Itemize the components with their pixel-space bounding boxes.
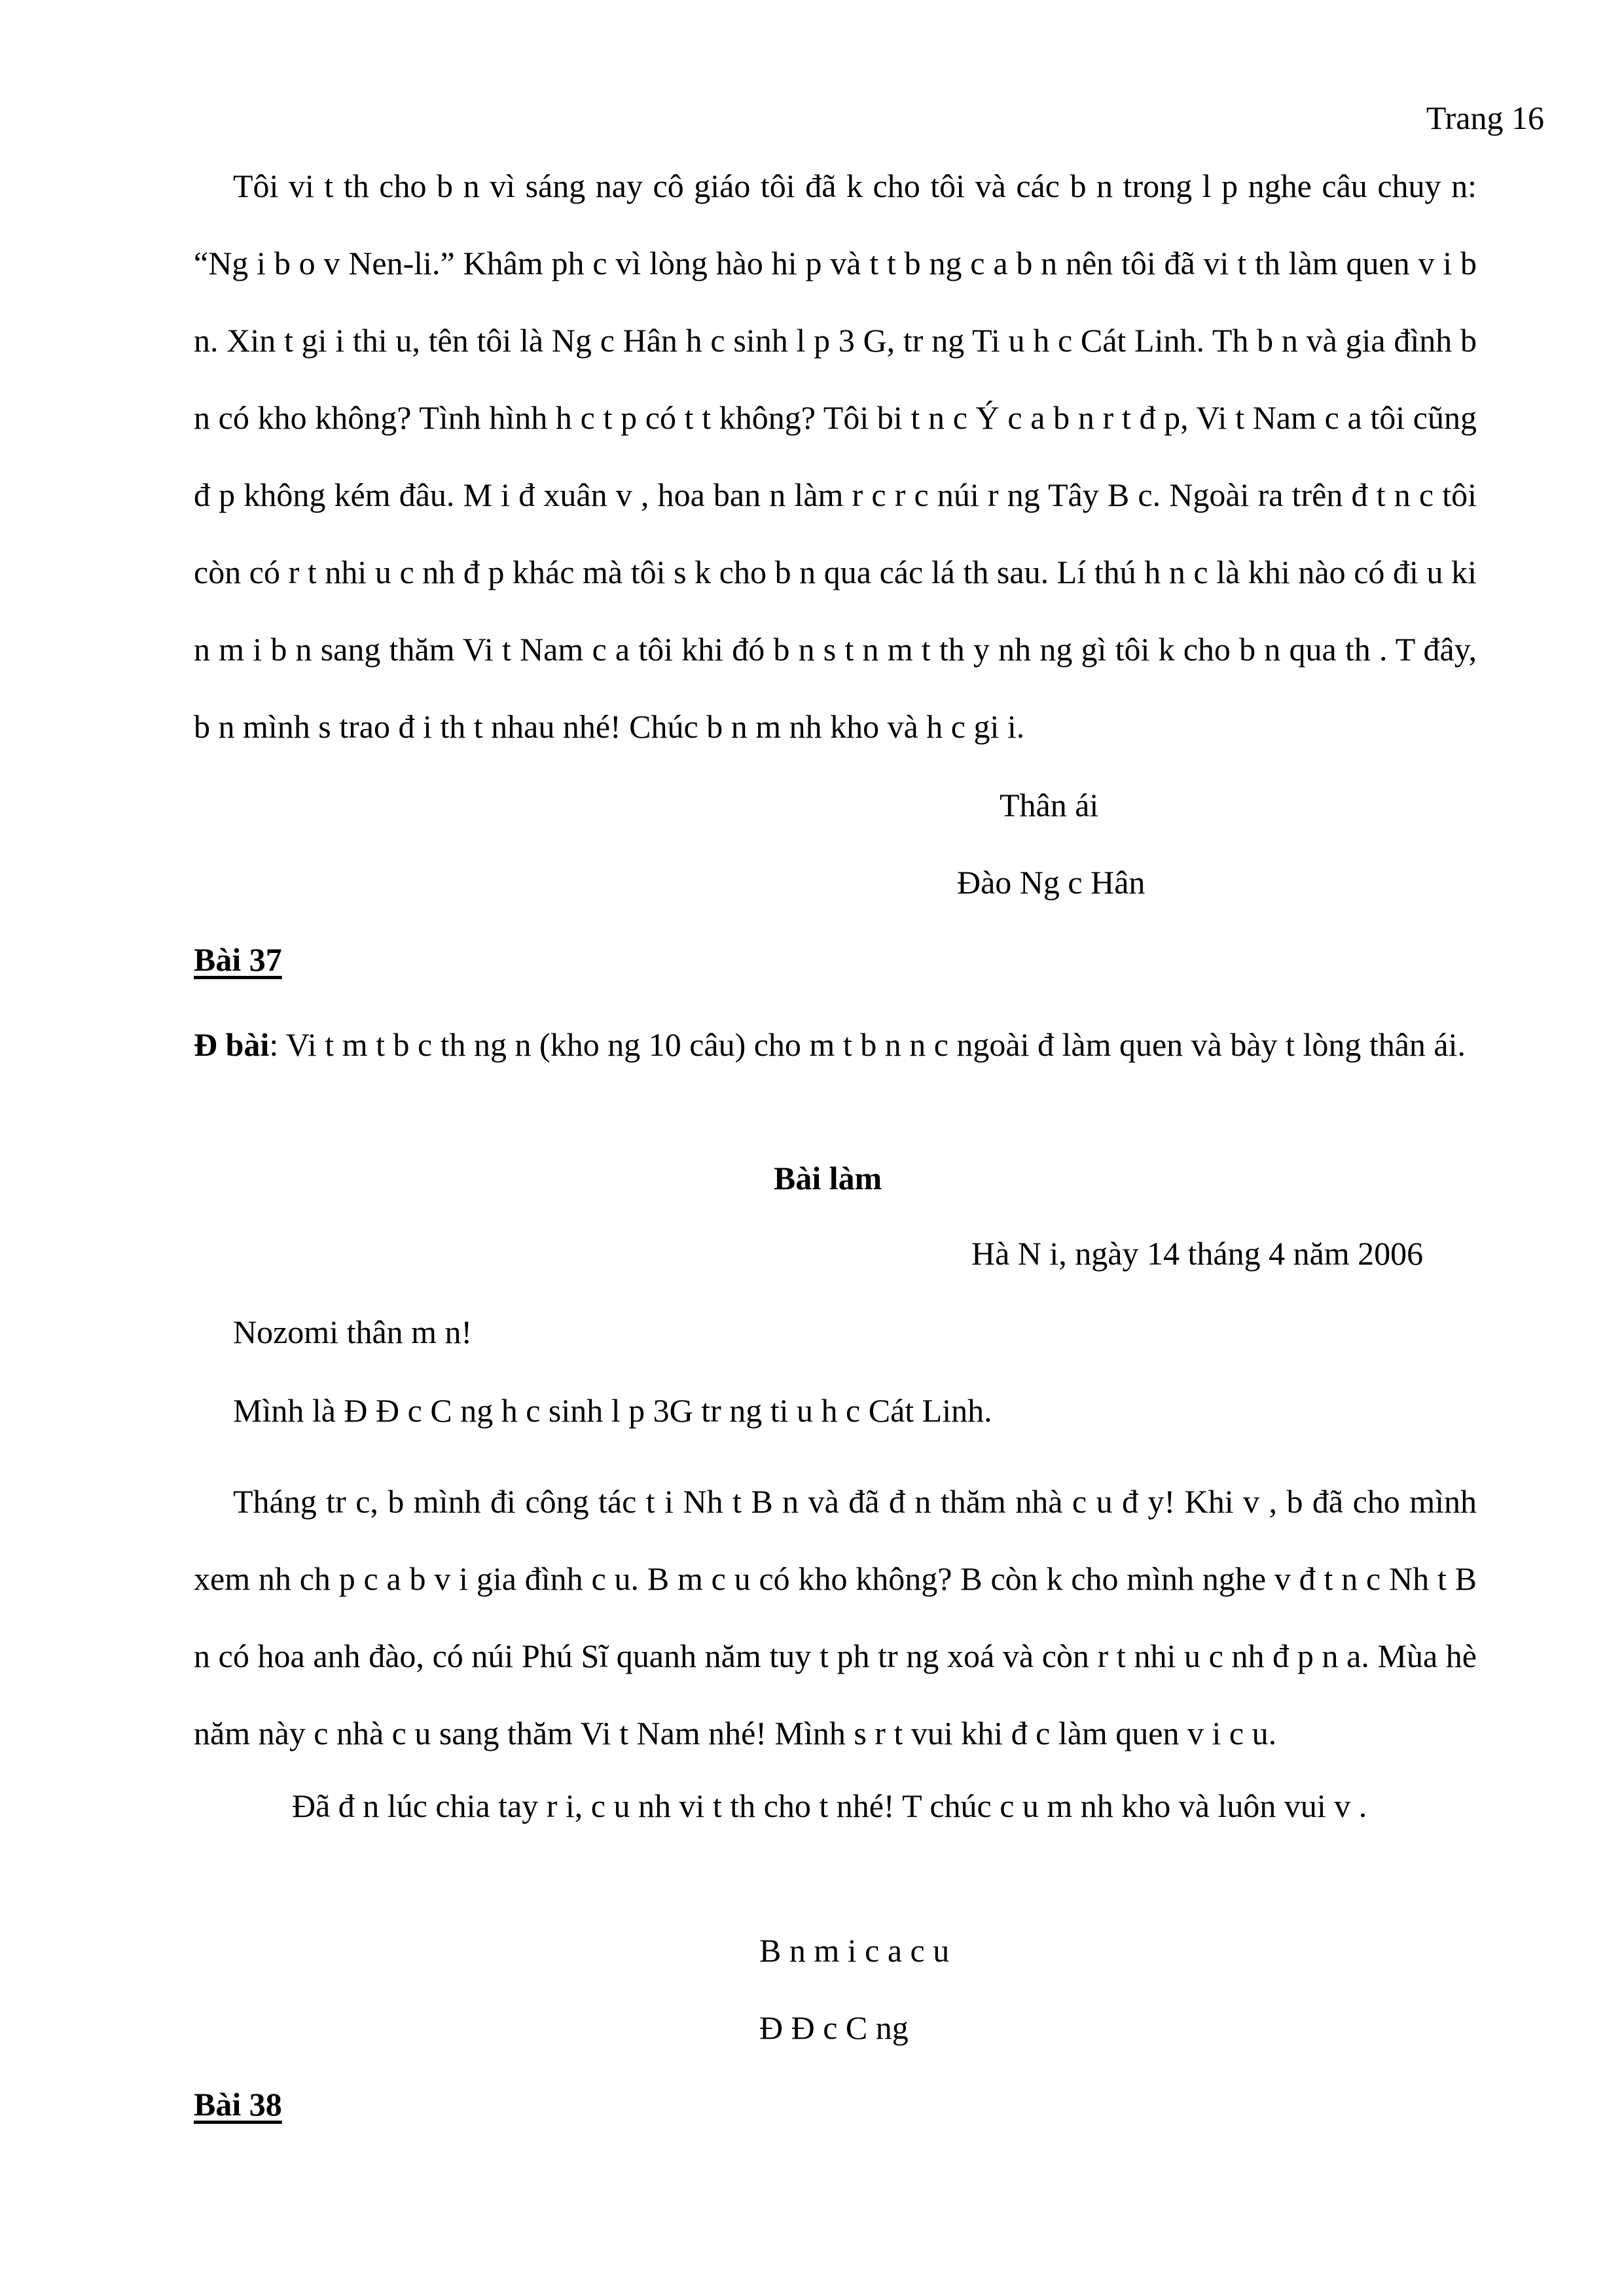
- letter2-body1: Tháng tr c, b mình đi công tác t i Nh t B n và đã đ n thăm nhà c u đ y! Khi v , b đã cho mình xem nh ch p c a b v i gia đình c u. B m c u có kho không? B còn k cho mình nghe v đ t n c Nh t B n có hoa anh đào, có núi Phú Sĩ quanh năm tuy t ph tr ng xoá và còn r t nhi u c nh đ p n a. Mùa hè năm này c nhà c u sang thăm Vi t Nam nhé! Mình s r t vui khi đ c làm quen v i c u.: [194, 1483, 1477, 1751]
- letter2-closing: B n m i c a c u: [759, 1932, 950, 1969]
- bai37-answer-title: Bài làm: [774, 1160, 882, 1196]
- prompt-label: Đ bài: [194, 1026, 270, 1063]
- letter1-body: Tôi vi t th cho b n vì sáng nay cô giáo tôi đã k cho tôi và các b n trong l p nghe câu chuy n: “Ng i b o v Nen-li.” Khâm ph c vì lòng hào hi p và t t b ng c a b n nên tôi đã vi t th làm quen v i b n. Xin t gi i thi u, tên tôi là Ng c Hân h c sinh l p 3 G, tr ng Ti u h c Cát Linh. Th b n và gia đình b n có kho không? Tình hình h c t p có t t không? Tôi bi t n c Ý c a b n r t đ p, Vi t Nam c a tôi cũng đ p không kém đâu. M i đ xuân v , hoa ban n làm r c r c núi r ng Tây B c. Ngoài ra trên đ t n c tôi còn có r t nhi u c nh đ p khác mà tôi s k cho b n qua các lá th sau. Lí thú h n c là khi nào có đi u ki n m i b n sang thăm Vi t Nam c a tôi khi đó b n s t n m t th y nh ng gì tôi k cho b n qua th . T đây, b n mình s trao đ i th t nhau nhé! Chúc b n m nh kho và h c gi i.: [194, 168, 1477, 745]
- page-number: Trang 16: [1426, 99, 1544, 136]
- place-date: Hà N i, ngày 14 tháng 4 năm 2006: [971, 1235, 1424, 1272]
- bai37-prompt: [194, 1006, 1477, 1083]
- letter2-intro: Mình là Đ Đ c C ng h c sinh l p 3G tr ng ti u h c Cát Linh.: [233, 1392, 992, 1429]
- bai37-heading: Bài 37: [194, 941, 282, 978]
- letter2-salutation: Nozomi thân m n!: [233, 1314, 473, 1350]
- letter2-signature: Đ Đ c C ng: [759, 2009, 909, 2046]
- letter1-closing: Thân ái: [1000, 787, 1099, 823]
- letter1-signature: Đào Ng c Hân: [957, 864, 1146, 901]
- prompt-text: : Vi t m t b c th ng n (kho ng 10 câu) cho m t b n n c ngoài đ làm quen và bày t lòng thân ái.: [269, 1026, 1466, 1063]
- letter2-body2: Đã đ n lúc chia tay r i, c u nh vi t th cho t nhé! T chúc c u m nh kho và luôn vui v .: [292, 1787, 1367, 1824]
- bai38-heading: Bài 38: [194, 2086, 282, 2123]
